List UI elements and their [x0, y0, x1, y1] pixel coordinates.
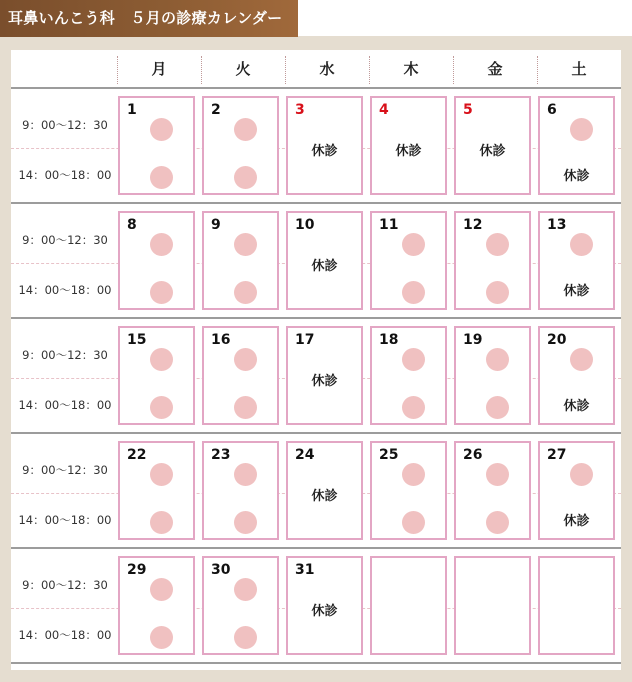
day-cell: [202, 556, 279, 655]
day-cell: [538, 326, 615, 425]
day-cell: [202, 96, 279, 195]
closed-label: 休診: [311, 489, 338, 504]
open-am-dot-icon: [234, 578, 257, 601]
week-divider: [11, 547, 621, 549]
day-cell: [286, 556, 363, 655]
column-divider: [117, 56, 118, 84]
open-pm-dot-icon: [234, 396, 257, 419]
date-number: 18: [379, 332, 399, 348]
week-divider: [11, 202, 621, 204]
weekday-header: 月: [151, 60, 167, 78]
date-number: 8: [127, 217, 137, 233]
open-pm-dot-icon: [150, 511, 173, 534]
week-divider: [11, 662, 621, 664]
week-divider: [11, 87, 621, 89]
day-cell: [538, 96, 615, 195]
day-cell: [538, 556, 615, 655]
day-cell: [286, 96, 363, 195]
date-number: 16: [211, 332, 231, 348]
date-number: 19: [463, 332, 483, 348]
time-label-am: 9：00～12：30: [22, 233, 108, 247]
open-am-dot-icon: [570, 348, 593, 371]
open-am-dot-icon: [570, 233, 593, 256]
date-number: 26: [463, 447, 483, 463]
date-number: 12: [463, 217, 483, 233]
date-number: 31: [295, 562, 315, 578]
date-number: 15: [127, 332, 147, 348]
column-divider: [285, 56, 286, 84]
time-label-am: 9：00～12：30: [22, 463, 108, 477]
day-cell: [454, 326, 531, 425]
day-cell: [370, 441, 447, 540]
time-label-am: 9：00～12：30: [22, 348, 108, 362]
open-am-dot-icon: [402, 463, 425, 486]
time-label-pm: 14：00～18：00: [18, 628, 112, 642]
date-number: 10: [295, 217, 315, 233]
day-cell: [286, 441, 363, 540]
day-cell: [454, 441, 531, 540]
open-am-dot-icon: [150, 463, 173, 486]
open-pm-dot-icon: [150, 166, 173, 189]
open-am-dot-icon: [150, 348, 173, 371]
closed-label: 休診: [311, 604, 338, 619]
weekday-header-row: [11, 50, 621, 88]
open-am-dot-icon: [234, 233, 257, 256]
open-pm-dot-icon: [402, 396, 425, 419]
open-pm-dot-icon: [402, 511, 425, 534]
calendar-table: [11, 50, 621, 670]
weekday-header: 火: [235, 60, 251, 78]
open-am-dot-icon: [234, 463, 257, 486]
open-pm-dot-icon: [234, 511, 257, 534]
date-number: 17: [295, 332, 315, 348]
open-am-dot-icon: [234, 348, 257, 371]
open-pm-dot-icon: [234, 626, 257, 649]
open-pm-dot-icon: [234, 166, 257, 189]
time-label-pm: 14：00～18：00: [18, 398, 112, 412]
date-number: 27: [547, 447, 567, 463]
open-pm-dot-icon: [150, 396, 173, 419]
day-cell: [286, 326, 363, 425]
day-cell: [286, 211, 363, 310]
date-number: 2: [211, 102, 221, 118]
closed-label: 休診: [311, 144, 338, 159]
week-divider: [11, 317, 621, 319]
date-number: 9: [211, 217, 221, 233]
closed-label: 休診: [311, 374, 338, 389]
weekday-header: 金: [487, 60, 503, 78]
week-divider: [11, 432, 621, 434]
date-number: 6: [547, 102, 557, 118]
date-number: 29: [127, 562, 147, 578]
open-am-dot-icon: [150, 233, 173, 256]
closed-label: 休診: [563, 169, 590, 184]
column-divider: [453, 56, 454, 84]
time-label-am: 9：00～12：30: [22, 578, 108, 592]
open-pm-dot-icon: [486, 281, 509, 304]
time-label-pm: 14：00～18：00: [18, 168, 112, 182]
day-cell: [118, 211, 195, 310]
date-number: 22: [127, 447, 147, 463]
date-number: 30: [211, 562, 231, 578]
day-cell: [118, 556, 195, 655]
open-am-dot-icon: [150, 118, 173, 141]
day-cell: [370, 96, 447, 195]
closed-label: 休診: [563, 514, 590, 529]
closed-label: 休診: [479, 144, 506, 159]
date-number: 3: [295, 102, 305, 118]
day-cell: [370, 326, 447, 425]
time-label-pm: 14：00～18：00: [18, 283, 112, 297]
column-divider: [537, 56, 538, 84]
open-am-dot-icon: [486, 233, 509, 256]
time-label-pm: 14：00～18：00: [18, 513, 112, 527]
day-cell: [454, 556, 531, 655]
day-cell: [202, 211, 279, 310]
date-number: 25: [379, 447, 399, 463]
weekday-header: 木: [403, 60, 419, 78]
closed-label: 休診: [563, 284, 590, 299]
open-am-dot-icon: [402, 348, 425, 371]
date-number: 13: [547, 217, 567, 233]
closed-label: 休診: [395, 144, 422, 159]
open-pm-dot-icon: [486, 396, 509, 419]
open-am-dot-icon: [234, 118, 257, 141]
closed-label: 休診: [563, 399, 590, 414]
column-divider: [369, 56, 370, 84]
date-number: 23: [211, 447, 231, 463]
open-am-dot-icon: [570, 118, 593, 141]
open-am-dot-icon: [486, 348, 509, 371]
day-cell: [370, 556, 447, 655]
open-pm-dot-icon: [486, 511, 509, 534]
day-cell: [370, 211, 447, 310]
open-am-dot-icon: [570, 463, 593, 486]
date-number: 24: [295, 447, 315, 463]
day-cell: [118, 441, 195, 540]
date-number: 20: [547, 332, 567, 348]
day-cell: [454, 96, 531, 195]
open-pm-dot-icon: [402, 281, 425, 304]
day-cell: [202, 326, 279, 425]
day-cell: [538, 441, 615, 540]
date-number: 1: [127, 102, 137, 118]
date-number: 5: [463, 102, 473, 118]
open-am-dot-icon: [486, 463, 509, 486]
weekday-header: 水: [319, 60, 335, 78]
closed-label: 休診: [311, 259, 338, 274]
open-am-dot-icon: [150, 578, 173, 601]
day-cell: [118, 326, 195, 425]
date-number: 4: [379, 102, 389, 118]
day-cell: [202, 441, 279, 540]
open-am-dot-icon: [402, 233, 425, 256]
column-divider: [201, 56, 202, 84]
day-cell: [454, 211, 531, 310]
day-cell: [118, 96, 195, 195]
page-title: 耳鼻いんこう科 ５月の診療カレンダー: [0, 0, 298, 37]
date-number: 11: [379, 217, 399, 233]
open-pm-dot-icon: [150, 626, 173, 649]
day-cell: [538, 211, 615, 310]
weekday-header: 土: [571, 60, 587, 78]
open-pm-dot-icon: [150, 281, 173, 304]
time-label-am: 9：00～12：30: [22, 118, 108, 132]
open-pm-dot-icon: [234, 281, 257, 304]
